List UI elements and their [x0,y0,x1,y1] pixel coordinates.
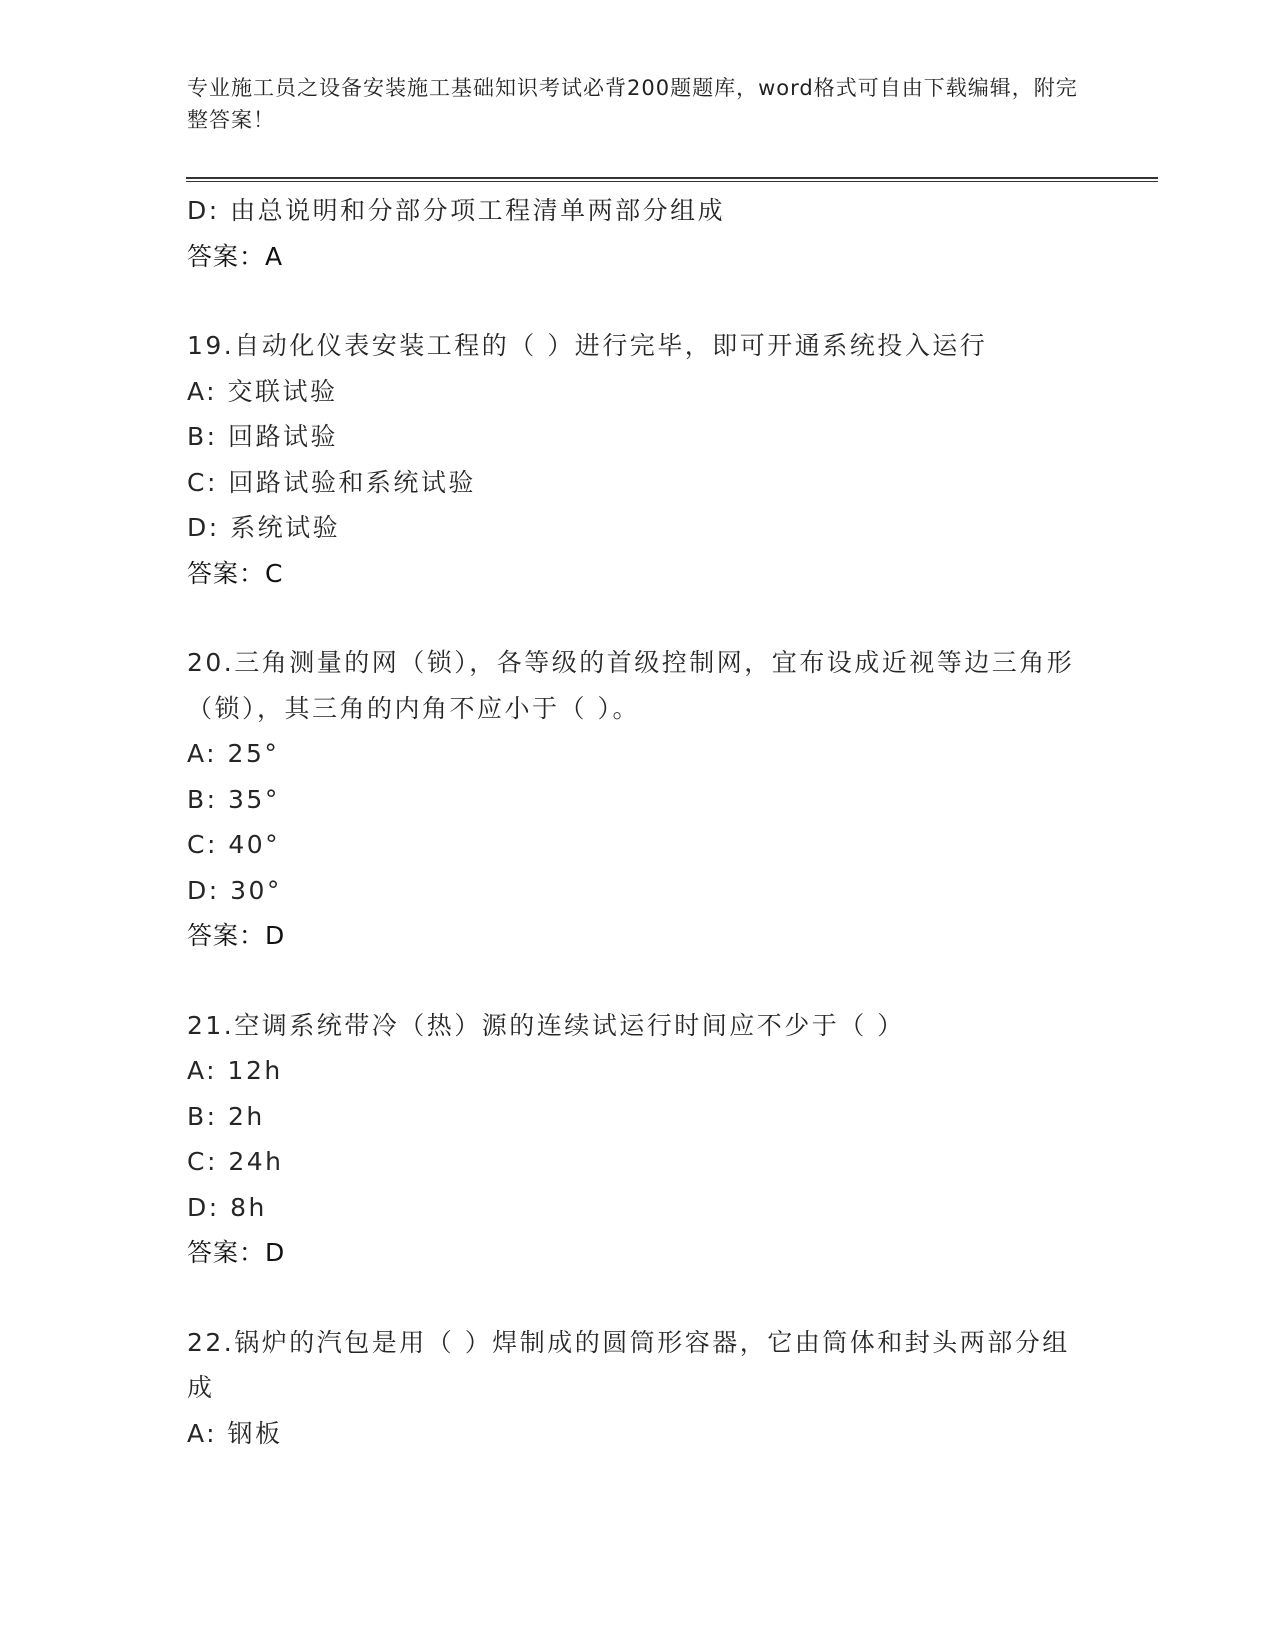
prev-question-option-d: D: 由总说明和分部分项工程清单两部分组成 [187,196,726,225]
option-d: D: 8h [187,1192,267,1222]
spacer [187,1276,1087,1320]
question-22 [187,1320,1087,1457]
spacer [187,279,1087,323]
question-19 [187,323,1087,596]
option-a: A: 12h [187,1056,283,1085]
option-d: D: 30° [187,875,282,905]
option-a: A: 交联试验 [187,376,338,406]
question-stem: 20.三角测量的网（锁），各等级的首级控制网，宜布设成近视等边三角形（锁），其三角的内角不应小于（ ）。 [187,648,1075,723]
question-21 [187,1003,1087,1276]
option-b: B: 35° [187,784,280,814]
answer-line: 答案：D [187,921,286,950]
question-list [187,188,1087,1456]
question-stem: 19.自动化仪表安装工程的（ ）进行完毕，即可开通系统投入运行 [187,331,988,360]
header-divider [186,177,1158,182]
question-20 [187,640,1087,959]
spacer [187,959,1087,1003]
question-stem: 21.空调系统带冷（热）源的连续试运行时间应不少于（ ） [187,1010,905,1040]
question-stem: 22.锅炉的汽包是用（ ）焊制成的圆筒形容器，它由筒体和封头两部分组成 [187,1327,1070,1402]
option-b: B: 2h [187,1101,265,1131]
prev-question-answer: 答案：A [187,241,284,271]
option-c: C: 24h [187,1147,284,1176]
option-c: C: 40° [187,830,281,859]
answer-line: 答案：C [187,558,284,588]
spacer [187,596,1087,640]
option-b: B: 回路试验 [187,422,339,451]
option-d: D: 系统试验 [187,513,341,542]
document-header: 专业施工员之设备安装施工基础知识考试必背200题题库，word格式可自由下载编辑，附完整答案！ [187,76,1078,132]
option-a: A: 25° [187,739,280,768]
option-c: C: 回路试验和系统试验 [187,467,476,497]
option-a: A: 钢板 [187,1418,283,1448]
answer-line: 答案：D [187,1238,286,1267]
